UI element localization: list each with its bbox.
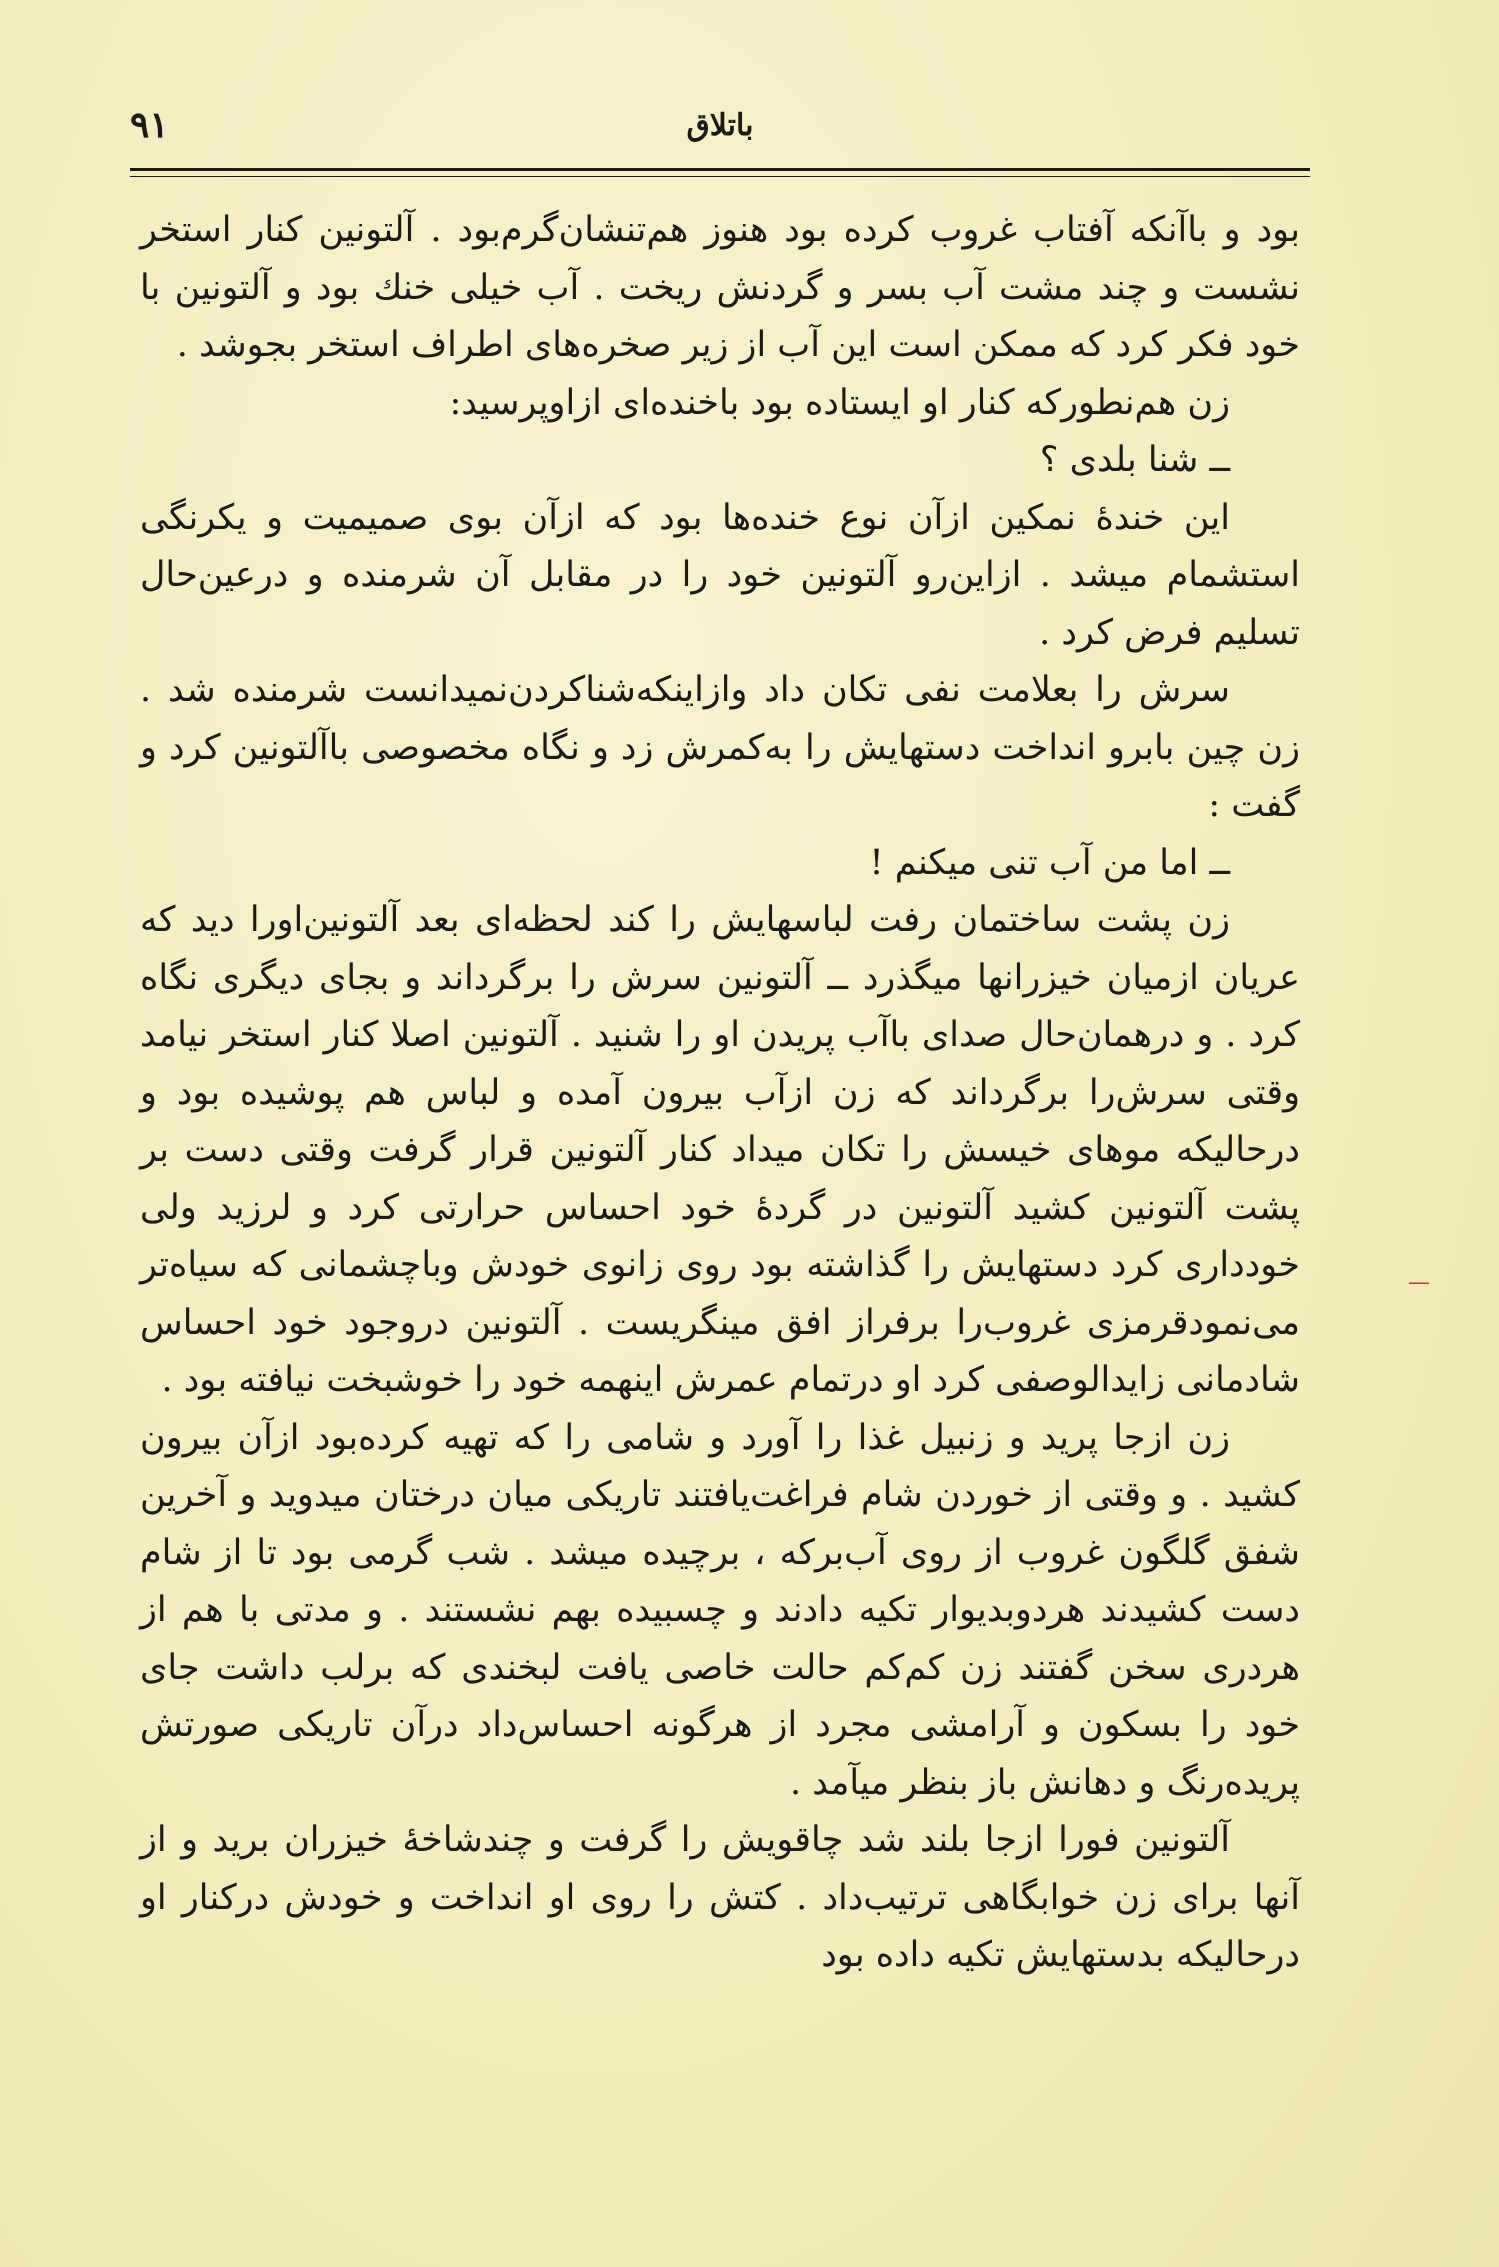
margin-tick-mark: —: [1408, 1270, 1430, 1295]
paragraph-woman-asks: زن هم‌نطورکه کنار او ایستاده بود باخنده‌ای ازاوپرسید:: [449, 382, 1230, 423]
paragraph-laughter: این خندهٔ نمکین ازآن نوع خنده‌ها بود که ازآن بوی صمیمیت و یکرنگی استشمام میشد . ازاین‌رو آلتونین خود را در مقابل آن شرمنده و درعین‌حال تسلیم فرض کرد .: [140, 497, 1300, 653]
header-rule-thin: [130, 176, 1310, 177]
paragraph-shakes-head: سرش را بعلامت نفی تکان داد وازاینکه‌شناکردن‌نمیدانست شرمنده شد . زن چین بابرو انداخت دستهایش را به‌کمرش زد و نگاه مخصوصی باآلتونین کرد و گفت :: [140, 670, 1300, 825]
paragraph-bamboo-bed: آلتونین فورا ازجا بلند شد چاقویش را گرفت و چندشاخهٔ خیزران برید و از آنها برای زن خوابگاهی ترتیب‌داد . کتش را روی او انداخت و خودش درکنار او درحالیکه بدستهایش تکیه داده بود: [140, 1820, 1300, 1975]
paragraph-dinner: زن ازجا پرید و زنبیل غذا را آورد و شامی را که تهیه کرده‌بود ازآن بیرون کشید . و وقتی از خوردن شام فراغت‌یافتند تاریکی میان درختان میدوید و آخرین شفق گلگون غروب از روی آب‌برکه ، برچیده میشد . شب گرمی بود تا از شام دست کشیدند هردوبدیوار تکیه دادند و چسبیده بهم نشستند . و مدتی با هم از هردری سخن گفتند زن کم‌کم حالت خاصی یافت لبخندی که برلب داشت جای خود را بسکون و آرامشی مجرد از هرگونه احساس‌داد درآن تاریکی صورتش پریده‌رنگ و دهانش باز بنظر میآمد .: [140, 1417, 1300, 1803]
page-number: ۹۱: [130, 104, 169, 146]
body-text: [140, 202, 1300, 1985]
running-title: باتلاق: [686, 108, 754, 143]
book-page: [130, 90, 1310, 2210]
paragraph-behind-building: زن پشت ساختمان رفت لباسهایش را کند لحظه‌ای بعد آلتونین‌اورا دید که عریان ازمیان خیزرانها میگذرد ــ آلتونین سرش را برگرداند و بجای دیگری نگاه کرد . و درهمان‌حال صدای باآب پریدن او را شنید . آلتونین اصلا کنار استخر نیامد وقتی سرش‌را برگرداند که زن ازآب بیرون آمده و لباس هم پوشیده بود و درحالیکه موهای خیسش را تکان میداد کنار آلتونین قرار گرفت وقتی دست بر پشت آلتونین کشید آلتونین در گردهٔ خود احساس حرارتی کرد و لرزید ولی خودداری کرد دستهایش را گذاشته بود روی زانوی خودش وباچشمانی که سیاه‌تر می‌نمودقرمزی غروب‌را برفراز افق مینگریست . آلتونین دروجود خود احساس شادمانی زایدالوصفی کرد او درتمام عمرش اینهمه خود را خوشبخت نیافته بود .: [140, 900, 1300, 1400]
header-rule-thick: [130, 168, 1310, 171]
paragraph-continuation: بود و باآنکه آفتاب غروب کرده بود هنوز هم‌تنشان‌گرم‌بود . آلتونین کنار استخر نشست و چند مشت آب بسر و گردنش ریخت . آب خیلی خنك بود و آلتونین با خود فکر کرد که ممکن است این آب از زیر صخره‌های اطراف استخر بجوشد .: [140, 210, 1300, 365]
dialogue-swim-question: ــ شنا بلدی ؟: [1039, 440, 1230, 480]
page-header: [130, 90, 1310, 160]
dialogue-bathing: ــ اما من آب تنی میکنم !: [869, 842, 1230, 883]
